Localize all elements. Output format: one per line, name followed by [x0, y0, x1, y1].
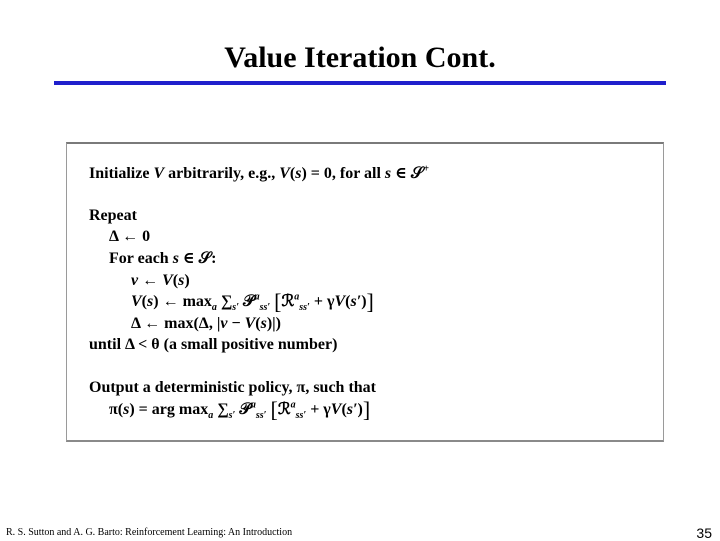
repeat-label: Repeat — [89, 207, 137, 224]
until-line: until Δ < θ (a small positive number) — [89, 336, 338, 353]
output-line: Output a deterministic policy, π, such that — [89, 379, 376, 396]
algorithm-box — [66, 142, 664, 442]
for-each-line: For each s ∈ 𝒮: — [109, 250, 217, 267]
delta-update-line: Δ ← max(Δ, |v − V(s)|) — [131, 315, 282, 332]
slide-title: Value Iteration Cont. — [224, 41, 496, 74]
citation-footer: R. S. Sutton and A. G. Barto: Reinforcement Learning: An Introduction — [6, 527, 293, 538]
policy-line: π(s) = arg $\max_a \sum_{s'}$ 𝒫$^a_{ss'}$ [ℛ$^a_{ss'}$ + γV(s′)] — [109, 397, 371, 422]
init-suffix: , for all s ∈ 𝒮+ — [331, 163, 430, 182]
v-assign-line: v ← V(s) — [131, 272, 190, 289]
title-underline — [54, 81, 666, 85]
init-line: Initialize V arbitrarily, e.g., V(s) = 0, for all s ∈ 𝒮+ — [89, 163, 430, 182]
v-update-line: V(s) ← $\max_a \sum_{s'}$ 𝒫$^a_{ss'}$ [ℛ$^a_{ss'}$ + γV(s′)] — [131, 289, 374, 314]
page-number: 35 — [696, 525, 712, 541]
delta-init-line: Δ ← 0 — [109, 228, 151, 245]
